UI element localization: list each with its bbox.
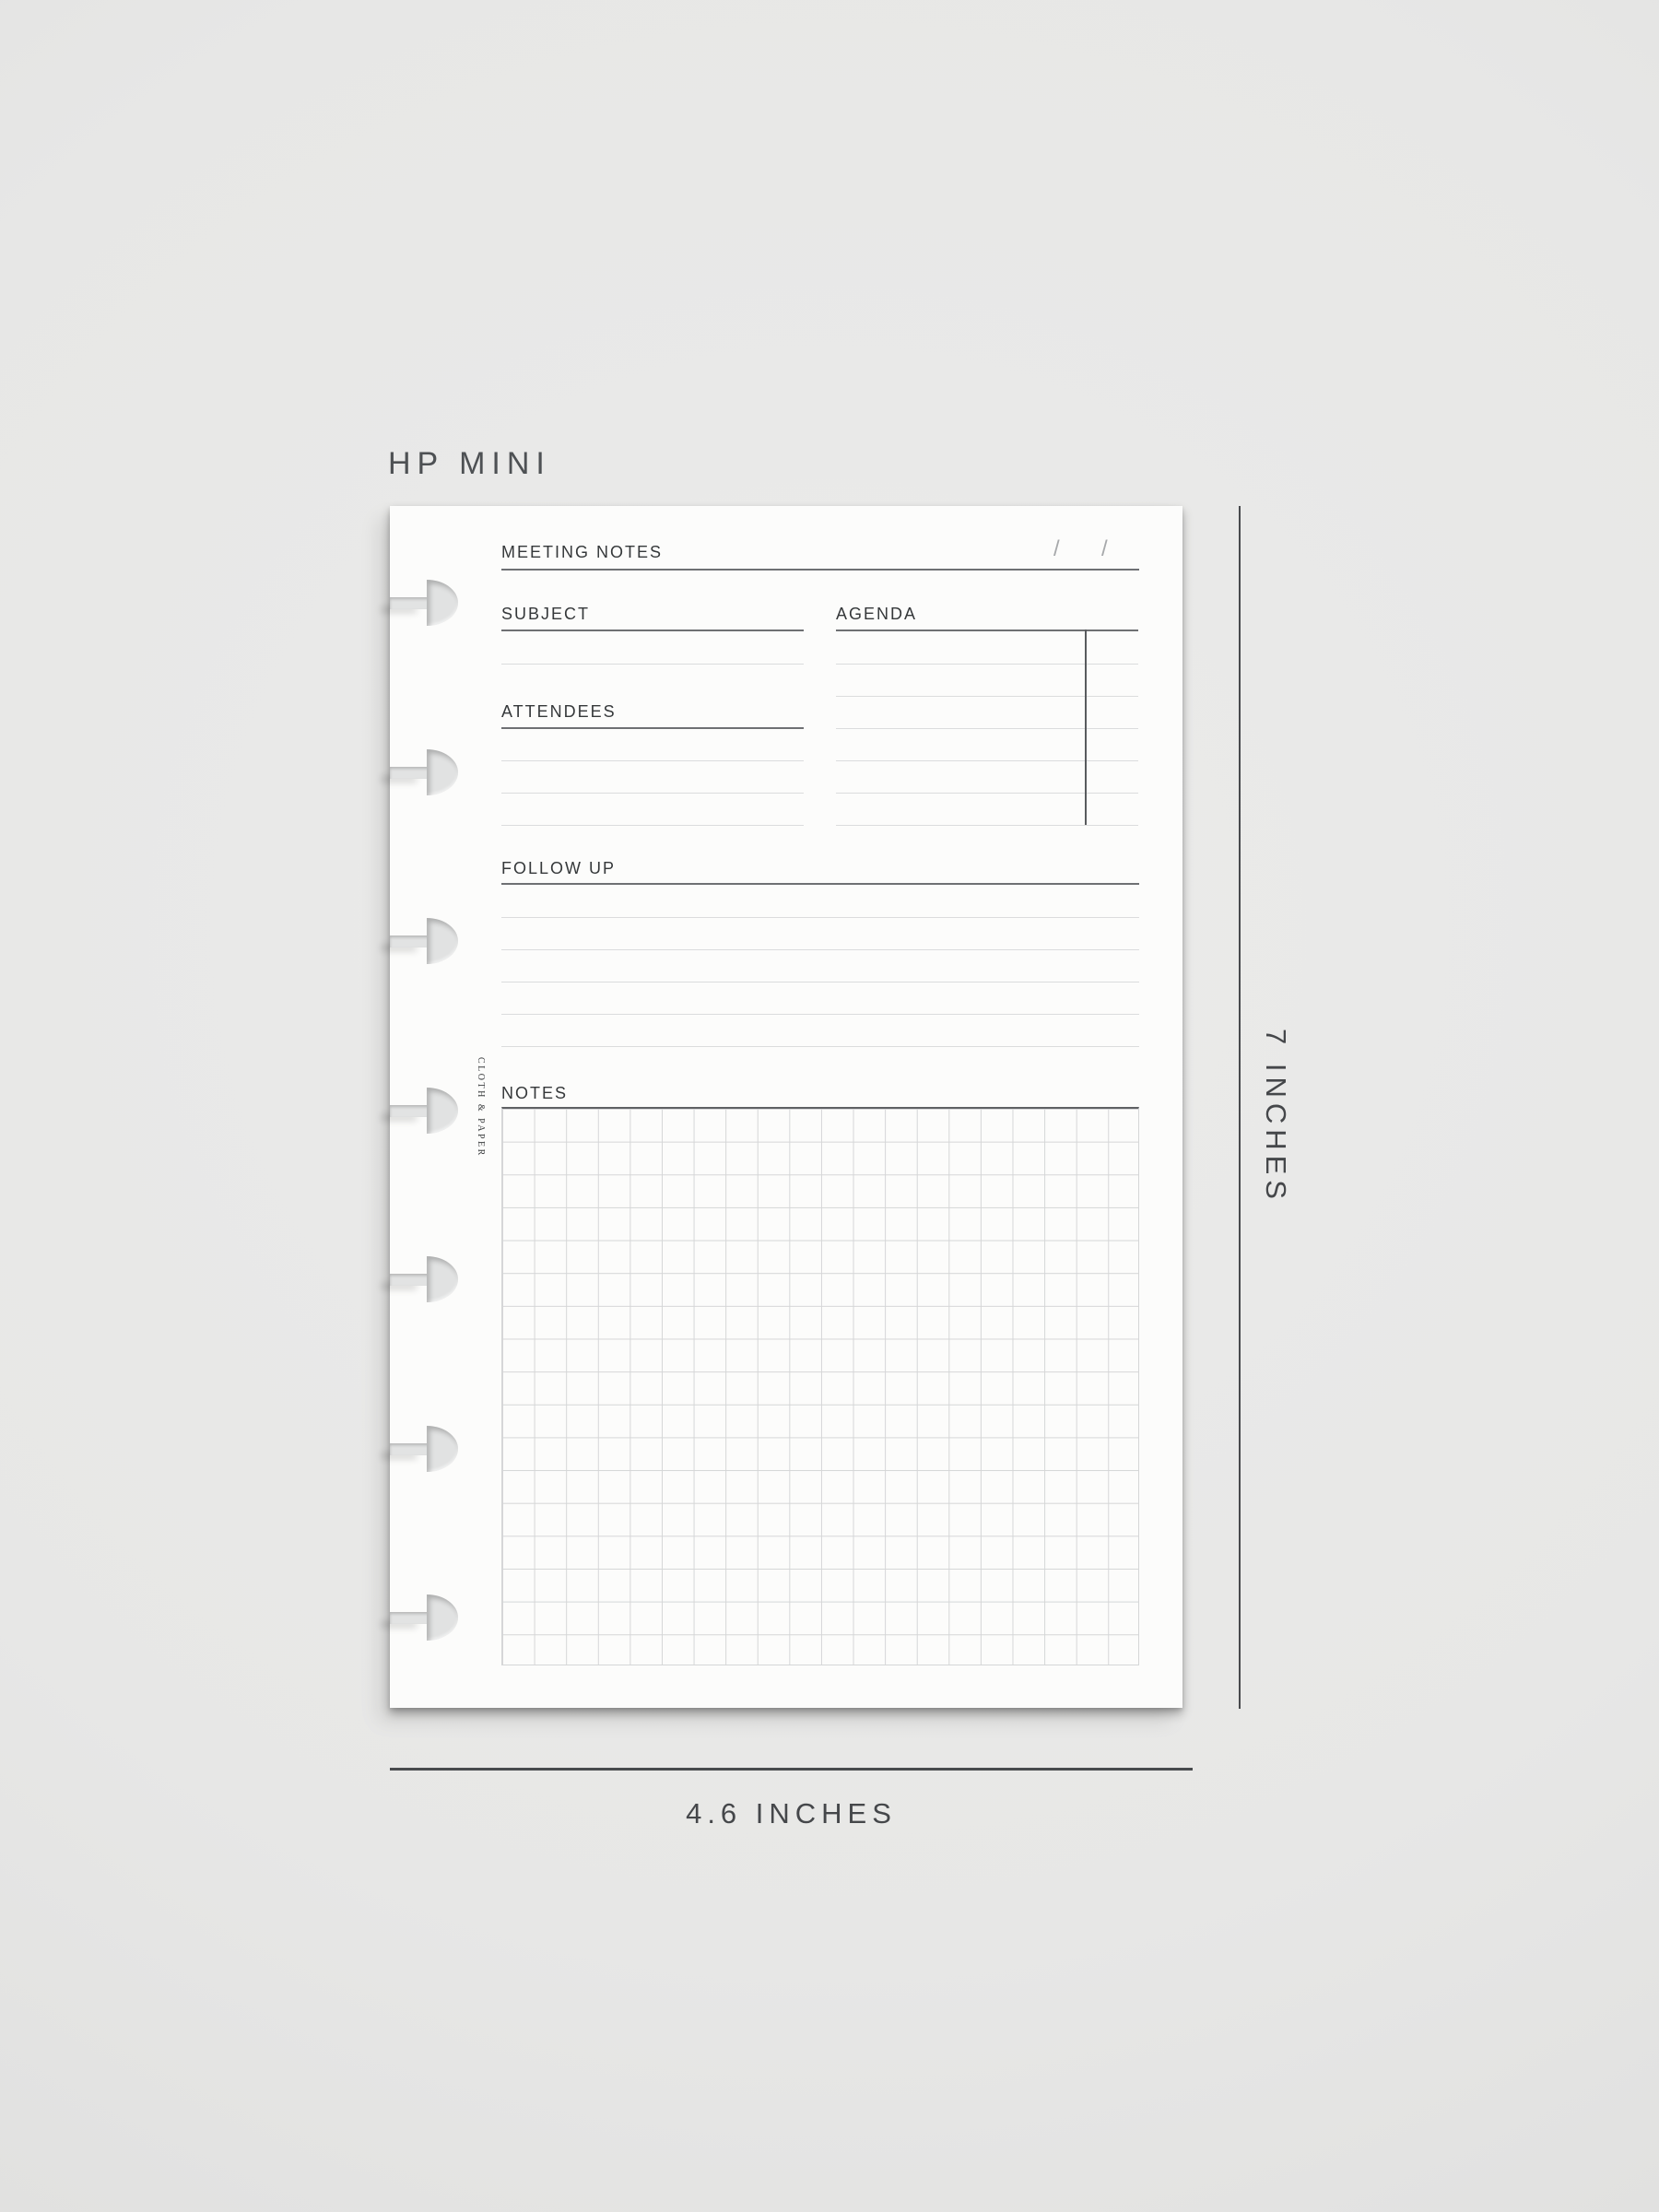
writing-line	[836, 793, 1138, 794]
attendees-label: ATTENDEES	[501, 702, 617, 721]
punch-head	[427, 749, 458, 795]
writing-line	[501, 793, 804, 794]
writing-line	[836, 825, 1138, 826]
punch-head	[427, 580, 458, 626]
follow-up-label: FOLLOW UP	[501, 859, 617, 877]
meeting-notes-label: MEETING NOTES	[501, 543, 664, 561]
punch-head	[427, 1594, 458, 1641]
brand-vertical-text: CLOTH & PAPER	[476, 1057, 486, 1158]
disc-punch-hole	[390, 918, 460, 964]
notes-grid	[501, 1107, 1139, 1665]
writing-line	[501, 1014, 1139, 1015]
punch-slot	[390, 935, 430, 947]
writing-line	[836, 664, 1138, 665]
punch-slot	[390, 1443, 430, 1455]
punch-slot	[390, 597, 430, 609]
page-size-title: HP MINI	[388, 446, 551, 481]
agenda-column-divider	[1085, 629, 1087, 825]
punch-head	[427, 1256, 458, 1302]
height-dimension-label: 7 INCHES	[1260, 1029, 1292, 1205]
punch-slot	[390, 1274, 430, 1286]
date-slash-icon: /	[1053, 536, 1060, 561]
height-dimension-line	[1239, 506, 1241, 1709]
disc-punch-hole	[390, 1426, 460, 1472]
disc-punch-hole	[390, 1594, 460, 1641]
writing-line	[501, 825, 804, 826]
attendees-underline	[501, 727, 804, 729]
subject-underline	[501, 629, 804, 631]
writing-line	[501, 664, 804, 665]
agenda-label: AGENDA	[836, 605, 918, 623]
writing-line	[501, 949, 1139, 950]
date-slash-icon: /	[1101, 536, 1108, 561]
punch-slot	[390, 767, 430, 779]
disc-punch-hole	[390, 580, 460, 626]
agenda-underline	[836, 629, 1138, 631]
disc-punch-hole	[390, 1256, 460, 1302]
writing-line	[836, 760, 1138, 761]
planner-page	[390, 506, 1182, 1708]
writing-line	[501, 1046, 1139, 1047]
writing-line	[501, 917, 1139, 918]
notes-label: NOTES	[501, 1084, 569, 1102]
punch-slot	[390, 1105, 430, 1117]
punch-slot	[390, 1612, 430, 1624]
writing-line	[836, 696, 1138, 697]
width-dimension-label: 4.6 INCHES	[686, 1797, 897, 1830]
punch-head	[427, 1426, 458, 1472]
writing-line	[836, 728, 1138, 729]
disc-punch-hole	[390, 749, 460, 795]
width-dimension-line	[390, 1768, 1193, 1771]
follow-up-underline	[501, 883, 1139, 885]
meeting-notes-underline	[501, 569, 1139, 571]
punch-head	[427, 918, 458, 964]
writing-line	[501, 760, 804, 761]
disc-punch-hole	[390, 1088, 460, 1134]
subject-label: SUBJECT	[501, 605, 591, 623]
punch-head	[427, 1088, 458, 1134]
